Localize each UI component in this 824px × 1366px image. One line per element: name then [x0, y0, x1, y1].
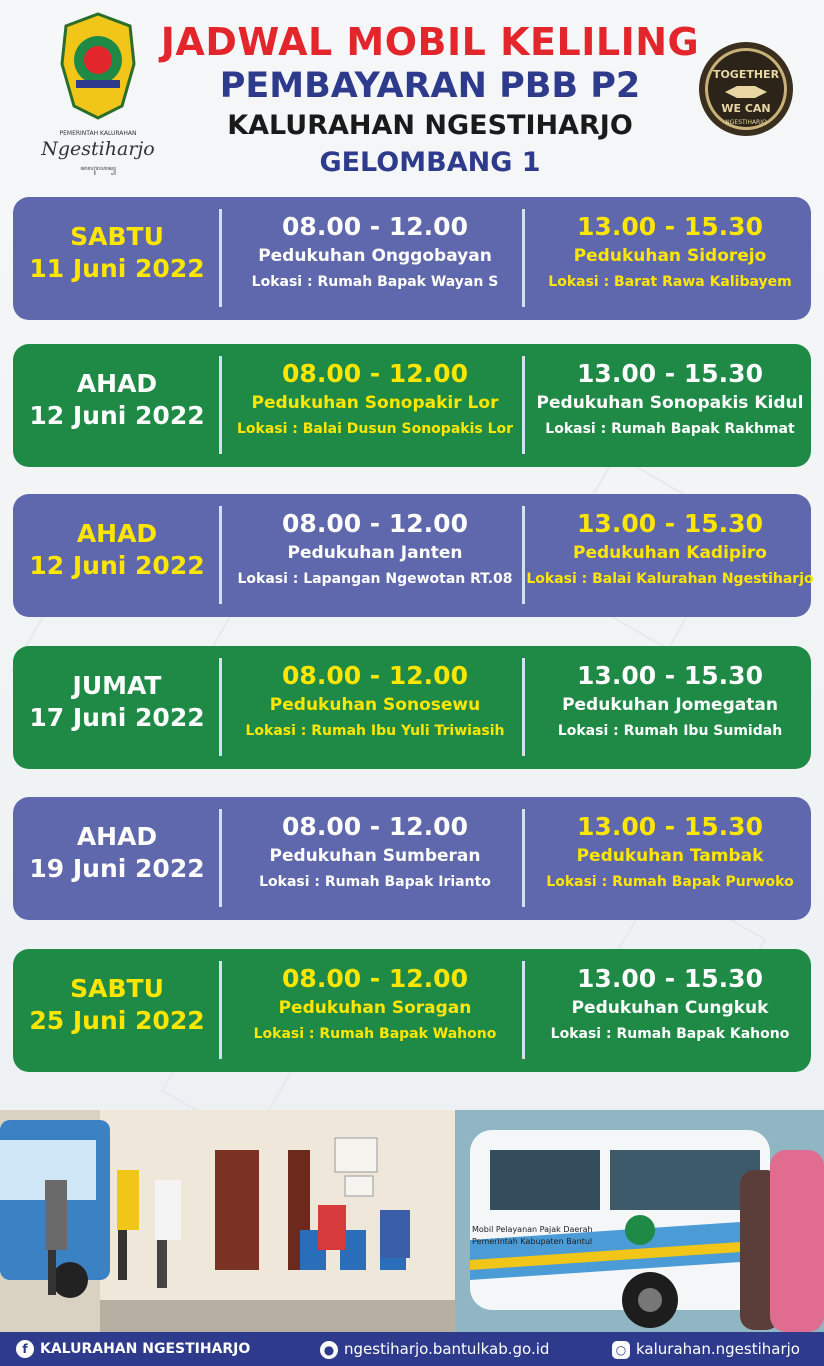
- schedule-card: [13, 797, 811, 920]
- slot-time: 13.00 - 15.30: [577, 509, 763, 538]
- slot-pedukuhan: Pedukuhan Janten: [287, 543, 463, 563]
- slot-time: 08.00 - 12.00: [282, 964, 468, 993]
- title-line-1: JADWAL MOBIL KELILING: [160, 20, 700, 64]
- svg-text:NGESTIHARJO: NGESTIHARJO: [725, 119, 767, 126]
- svg-text:Ngestiharjo: Ngestiharjo: [41, 138, 155, 160]
- slot-lokasi: Lokasi : Rumah Bapak Kahono: [550, 1026, 790, 1042]
- slot-pedukuhan: Pedukuhan Onggobayan: [258, 246, 492, 266]
- facebook-label: KALURAHAN NGESTIHARJO: [40, 1341, 251, 1357]
- day-name: SABTU: [70, 974, 164, 1003]
- morning-slot: [229, 963, 521, 1047]
- slot-lokasi: Lokasi : Rumah Ibu Sumidah: [557, 723, 783, 739]
- day-name: JUMAT: [72, 671, 162, 700]
- slot-time: 08.00 - 12.00: [282, 359, 468, 388]
- morning-slot: [229, 508, 521, 592]
- schedule-card: [13, 646, 811, 769]
- day-date: 12 Juni 2022: [29, 401, 205, 430]
- footer-website[interactable]: [320, 1332, 549, 1366]
- slot-pedukuhan: Pedukuhan Sonopakir Lor: [251, 393, 499, 413]
- slot-time: 13.00 - 15.30: [577, 212, 763, 241]
- divider: [219, 356, 222, 454]
- divider: [219, 506, 222, 604]
- title-line-4: GELOMBANG 1: [319, 147, 541, 178]
- slot-lokasi: Lokasi : Lapangan Ngewotan RT.08: [237, 571, 513, 587]
- header: [0, 0, 824, 190]
- slot-pedukuhan: Pedukuhan Jomegatan: [562, 695, 778, 715]
- slot-pedukuhan: Pedukuhan Sonosewu: [269, 695, 481, 715]
- van-text-1: Mobil Pelayanan Pajak Daerah: [472, 1225, 593, 1234]
- schedule-day: [13, 518, 221, 582]
- afternoon-slot: [524, 211, 816, 295]
- day-date: 17 Juni 2022: [29, 703, 205, 732]
- day-date: 25 Juni 2022: [29, 1006, 205, 1035]
- facebook-icon: f: [16, 1340, 34, 1358]
- slot-time: 08.00 - 12.00: [282, 812, 468, 841]
- slot-lokasi: Lokasi : Rumah Bapak Irianto: [259, 874, 491, 890]
- divider: [219, 209, 222, 307]
- schedule-card: [13, 197, 811, 320]
- slot-time: 08.00 - 12.00: [282, 509, 468, 538]
- schedule-day: [13, 973, 221, 1037]
- afternoon-slot: [524, 660, 816, 744]
- slot-lokasi: Lokasi : Balai Kalurahan Ngestiharjo: [526, 571, 814, 587]
- slot-time: 08.00 - 12.00: [282, 212, 468, 241]
- day-date: 12 Juni 2022: [29, 551, 205, 580]
- day-name: SABTU: [70, 222, 164, 251]
- footer-facebook[interactable]: [16, 1332, 250, 1366]
- afternoon-slot: [524, 963, 816, 1047]
- slot-pedukuhan: Pedukuhan Sidorejo: [573, 246, 767, 266]
- divider: [219, 809, 222, 907]
- schedule-card: [13, 494, 814, 617]
- together-we-can-badge: [697, 40, 795, 138]
- slot-pedukuhan: Pedukuhan Tambak: [576, 846, 764, 866]
- slot-pedukuhan: Pedukuhan Sumberan: [269, 846, 481, 866]
- slot-lokasi: Lokasi : Rumah Bapak Wayan S: [251, 274, 499, 290]
- slot-time: 13.00 - 15.30: [577, 964, 763, 993]
- day-name: AHAD: [76, 822, 158, 851]
- slot-time: 13.00 - 15.30: [577, 359, 763, 388]
- schedule-day: [13, 670, 221, 734]
- title-line-3: KALURAHAN NGESTIHARJO: [227, 110, 633, 141]
- slot-pedukuhan: Pedukuhan Soragan: [278, 998, 472, 1018]
- slot-lokasi: Lokasi : Rumah Bapak Purwoko: [546, 874, 794, 890]
- slot-time: 08.00 - 12.00: [282, 661, 468, 690]
- schedule-card: [13, 344, 811, 467]
- morning-slot: [229, 211, 521, 295]
- svg-text:ꦏꦭꦸꦫꦲꦤ꧀: ꦏꦭꦸꦫꦲꦤ꧀: [80, 165, 116, 172]
- day-name: AHAD: [76, 519, 158, 548]
- footer-bar: [0, 1332, 824, 1366]
- slot-time: 13.00 - 15.30: [577, 812, 763, 841]
- morning-slot: [229, 358, 521, 442]
- globe-icon: ●: [320, 1341, 338, 1359]
- photo-collage: [0, 1110, 824, 1332]
- svg-text:TOGETHER: TOGETHER: [712, 68, 780, 81]
- slot-pedukuhan: Pedukuhan Cungkuk: [571, 998, 769, 1018]
- schedule-day: [13, 368, 221, 432]
- slot-lokasi: Lokasi : Rumah Bapak Wahono: [253, 1026, 497, 1042]
- divider: [219, 658, 222, 756]
- website-label: ngestiharjo.bantulkab.go.id: [344, 1340, 550, 1358]
- slot-pedukuhan: Pedukuhan Kadipiro: [573, 543, 767, 563]
- slot-pedukuhan: Pedukuhan Sonopakis Kidul: [536, 393, 804, 413]
- svg-text:PEMERINTAH KALURAHAN: PEMERINTAH KALURAHAN: [59, 130, 137, 137]
- afternoon-slot: [524, 508, 816, 592]
- title-line-2: PEMBAYARAN PBB P2: [219, 66, 641, 106]
- schedule-day: [13, 821, 221, 885]
- morning-slot: [229, 811, 521, 895]
- slot-lokasi: Lokasi : Rumah Ibu Yuli Triwiasih: [245, 723, 505, 739]
- afternoon-slot: [524, 358, 816, 442]
- instagram-icon: ○: [612, 1341, 630, 1359]
- day-date: 11 Juni 2022: [29, 254, 205, 283]
- schedule-day: [13, 221, 221, 285]
- morning-slot: [229, 660, 521, 744]
- footer-instagram[interactable]: [612, 1332, 800, 1366]
- instagram-label: kalurahan.ngestiharjo: [636, 1340, 800, 1358]
- afternoon-slot: [524, 811, 816, 895]
- slot-lokasi: Lokasi : Barat Rawa Kalibayem: [548, 274, 792, 290]
- slot-lokasi: Lokasi : Balai Dusun Sonopakis Lor: [236, 421, 514, 437]
- slot-lokasi: Lokasi : Rumah Bapak Rakhmat: [545, 421, 795, 437]
- schedule-card: [13, 949, 811, 1072]
- van-text-2: Pemerintah Kabupaten Bantul: [472, 1237, 593, 1246]
- slot-time: 13.00 - 15.30: [577, 661, 763, 690]
- divider: [219, 961, 222, 1059]
- day-name: AHAD: [76, 369, 158, 398]
- day-date: 19 Juni 2022: [29, 854, 205, 883]
- svg-text:WE CAN: WE CAN: [721, 102, 771, 115]
